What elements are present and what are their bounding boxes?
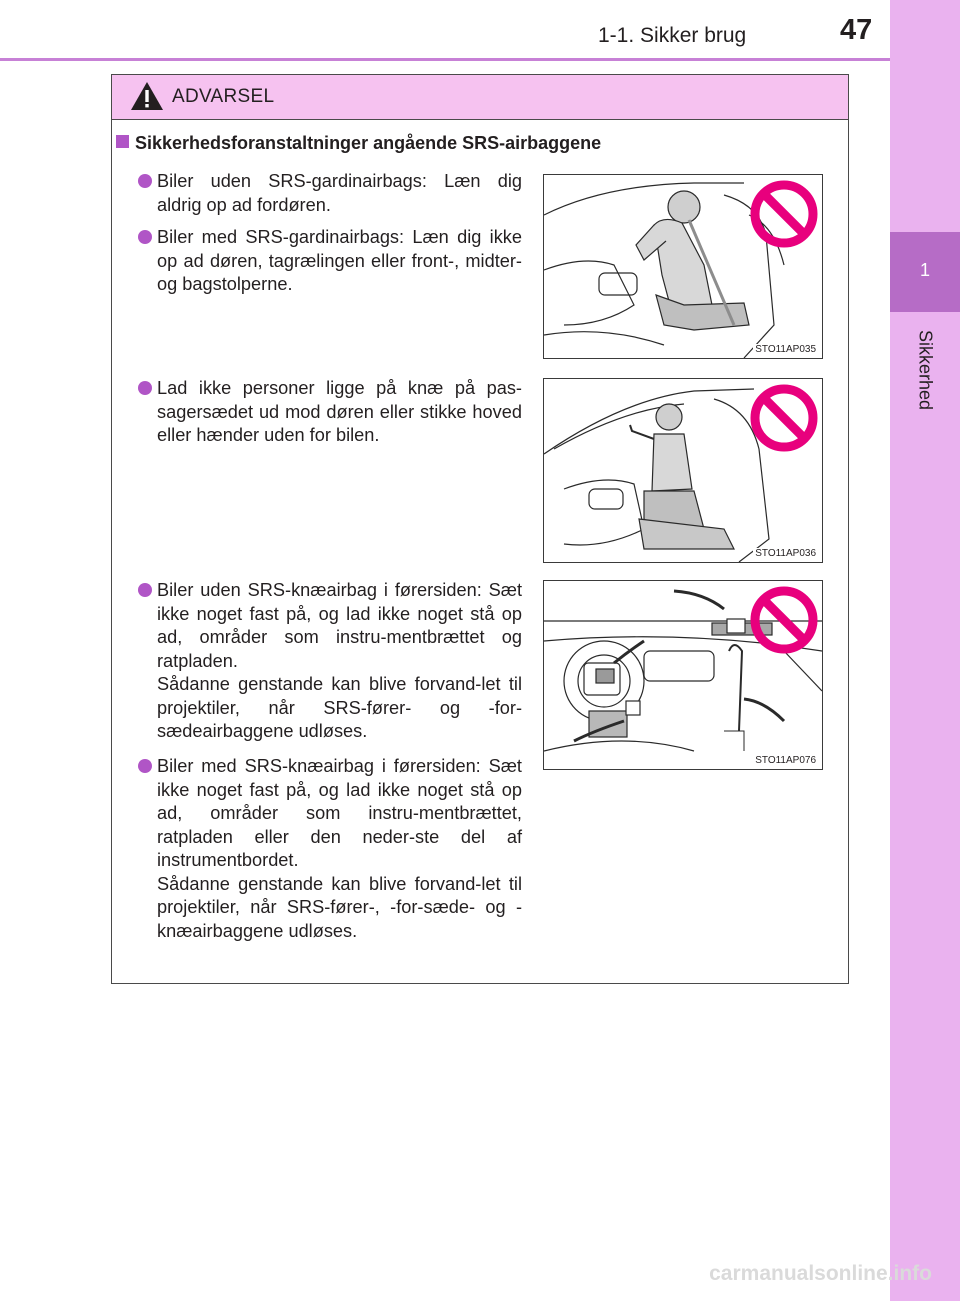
illustration-dashboard-objects [543, 580, 823, 770]
section-title: 1-1. Sikker brug [598, 24, 747, 47]
header-rule [0, 58, 890, 61]
bullet-text: Lad ikke personer ligge på knæ på pas-sagersædet ud mod døren eller stikke hoved eller hænder uden for bilen. [157, 378, 522, 445]
section-heading [116, 133, 601, 154]
bullet-text: Biler uden SRS-gardinairbags: Læn dig aldrig op ad fordøren. [157, 171, 522, 215]
bullet-item [138, 170, 522, 217]
prohibition-icon [749, 179, 819, 249]
watermark-text[interactable]: carmanualsonline.info [709, 1262, 932, 1285]
chapter-label[interactable]: Sikkerhed [915, 329, 936, 411]
footer-watermark [0, 1262, 960, 1301]
figure-code: STO11AP035 [755, 344, 816, 355]
prohibition-icon [749, 383, 819, 453]
warning-header [112, 75, 848, 120]
bullet-item [138, 226, 522, 297]
figure-code: STO11AP076 [755, 755, 816, 766]
chapter-side-tab [890, 0, 960, 1301]
square-bullet-icon [116, 135, 129, 148]
bullet-item [138, 377, 522, 448]
prohibition-icon [749, 585, 819, 655]
bullet-dot-icon [138, 230, 152, 244]
page-number: 47 [840, 14, 873, 46]
section-heading-text: Sikkerhedsforanstaltninger angående SRS-airbaggene [135, 133, 602, 153]
warning-title: ADVARSEL [172, 86, 275, 107]
bullet-dot-icon [138, 381, 152, 395]
warning-triangle-icon [130, 81, 164, 111]
bullet-text: Biler med SRS-knæairbag i førersiden: Sæt ikke noget fast på, og lad ikke noget stå op ad, områder som instru-mentbrættet, ratpladen eller den neder-ste del af instrumentbordet. Sådanne genstande kan blive forvand-let til projektiler, når SRS-fører-, -for-sæde- og -knæairbaggene udløses. [157, 756, 522, 941]
bullet-dot-icon [138, 174, 152, 188]
illustration-kneeling-on-seat [543, 378, 823, 563]
bullet-text: Biler med SRS-gardinairbags: Læn dig ikke op ad døren, tagrælingen eller front-, midter- og bagstolperne. [157, 227, 522, 294]
illustration-leaning-on-door [543, 174, 823, 359]
bullet-text: Biler uden SRS-knæairbag i førersiden: Sæt ikke noget fast på, og lad ikke noget stå op ad, områder som instru-mentbrættet og ratpladen. Sådanne genstande kan blive forvand-let til projektiler, når SRS-fører- og -for-sædeairbaggene udløses. [157, 580, 522, 741]
bullet-dot-icon [138, 583, 152, 597]
figure-code: STO11AP036 [755, 548, 816, 559]
chapter-number-box[interactable] [890, 232, 960, 312]
bullet-dot-icon [138, 759, 152, 773]
bullet-item [138, 755, 522, 943]
bullet-item [138, 579, 522, 744]
chapter-number: 1 [919, 260, 930, 280]
